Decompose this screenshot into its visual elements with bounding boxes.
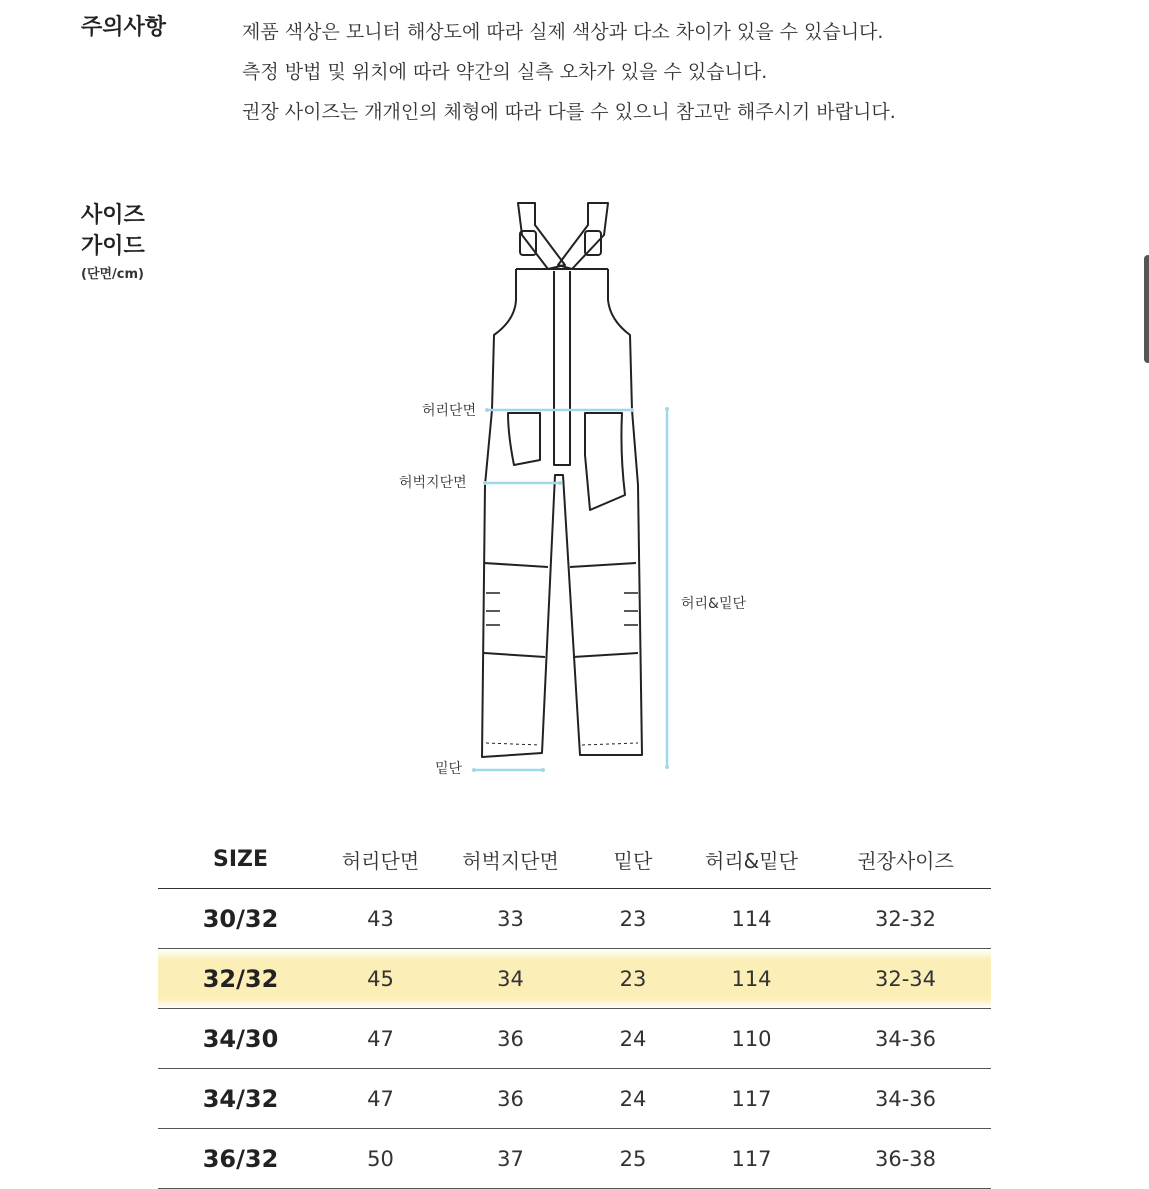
left-strap (518, 203, 565, 269)
cell-waist-hem: 114 (683, 889, 820, 949)
size-guide-title (81, 200, 145, 262)
header-recommended-size: 권장사이즈 (820, 830, 991, 889)
cell-waist: 47 (323, 1069, 438, 1129)
cell-waist: 43 (323, 889, 438, 949)
cell-recommended-size: 32-34 (820, 949, 991, 1009)
notice-line: 권장 사이즈는 개개인의 체형에 따라 다를 수 있으니 참고만 해주시기 바랍니다. (242, 101, 896, 123)
cell-thigh: 36 (438, 1069, 583, 1129)
cell-thigh: 37 (438, 1129, 583, 1189)
cell-hem: 24 (583, 1009, 683, 1069)
cell-hem: 24 (583, 1069, 683, 1129)
label-waist: 허리단면 (422, 403, 477, 419)
header-hem: 밑단 (583, 830, 683, 889)
label-hem: 밑단 (435, 761, 463, 777)
overalls-diagram (380, 195, 780, 785)
cell-waist: 47 (323, 1009, 438, 1069)
size-guide-title-line2: 가이드 (81, 234, 145, 259)
cell-thigh: 36 (438, 1009, 583, 1069)
cell-hem: 23 (583, 949, 683, 1009)
header-size: SIZE (158, 830, 323, 889)
cell-size: 30/32 (158, 889, 323, 949)
cell-recommended-size: 34-36 (820, 1009, 991, 1069)
body-outline (482, 269, 642, 757)
table-header-row (158, 830, 991, 889)
cell-waist: 50 (323, 1129, 438, 1189)
header-waist-hem: 허리&밑단 (683, 830, 820, 889)
cell-hem: 23 (583, 889, 683, 949)
size-guide-title-line1: 사이즈 (81, 203, 145, 228)
cell-hem: 25 (583, 1129, 683, 1189)
cell-size: 34/32 (158, 1069, 323, 1129)
header-thigh: 허벅지단면 (438, 830, 583, 889)
label-thigh: 허벅지단면 (399, 475, 467, 491)
table-row-highlighted (158, 949, 991, 1009)
cell-recommended-size: 36-38 (820, 1129, 991, 1189)
cell-size: 34/30 (158, 1009, 323, 1069)
cell-thigh: 34 (438, 949, 583, 1009)
table-row (158, 889, 991, 949)
table-row (158, 1069, 991, 1129)
notice-title: 주의사항 (81, 15, 167, 40)
cell-size: 36/32 (158, 1129, 323, 1189)
cell-waist-hem: 117 (683, 1129, 820, 1189)
header-waist: 허리단면 (323, 830, 438, 889)
left-pocket (508, 413, 540, 465)
cell-waist: 45 (323, 949, 438, 1009)
table-row (158, 1129, 991, 1189)
scrollbar-thumb[interactable] (1144, 255, 1149, 363)
notice-line: 측정 방법 및 위치에 따라 약간의 실측 오차가 있을 수 있습니다. (242, 61, 768, 83)
size-table (158, 830, 991, 1189)
cell-thigh: 33 (438, 889, 583, 949)
table-row (158, 1009, 991, 1069)
label-waist-hem: 허리&밑단 (681, 596, 747, 612)
cell-waist-hem: 114 (683, 949, 820, 1009)
cell-waist-hem: 117 (683, 1069, 820, 1129)
notice-text (242, 12, 896, 132)
size-guide-unit: (단면/cm) (81, 267, 144, 282)
cell-recommended-size: 32-32 (820, 889, 991, 949)
cell-recommended-size: 34-36 (820, 1069, 991, 1129)
notice-line: 제품 색상은 모니터 해상도에 따라 실제 색상과 다소 차이가 있을 수 있습니다. (242, 21, 884, 43)
right-pocket (585, 413, 625, 510)
cell-waist-hem: 110 (683, 1009, 820, 1069)
cell-size: 32/32 (158, 949, 323, 1009)
